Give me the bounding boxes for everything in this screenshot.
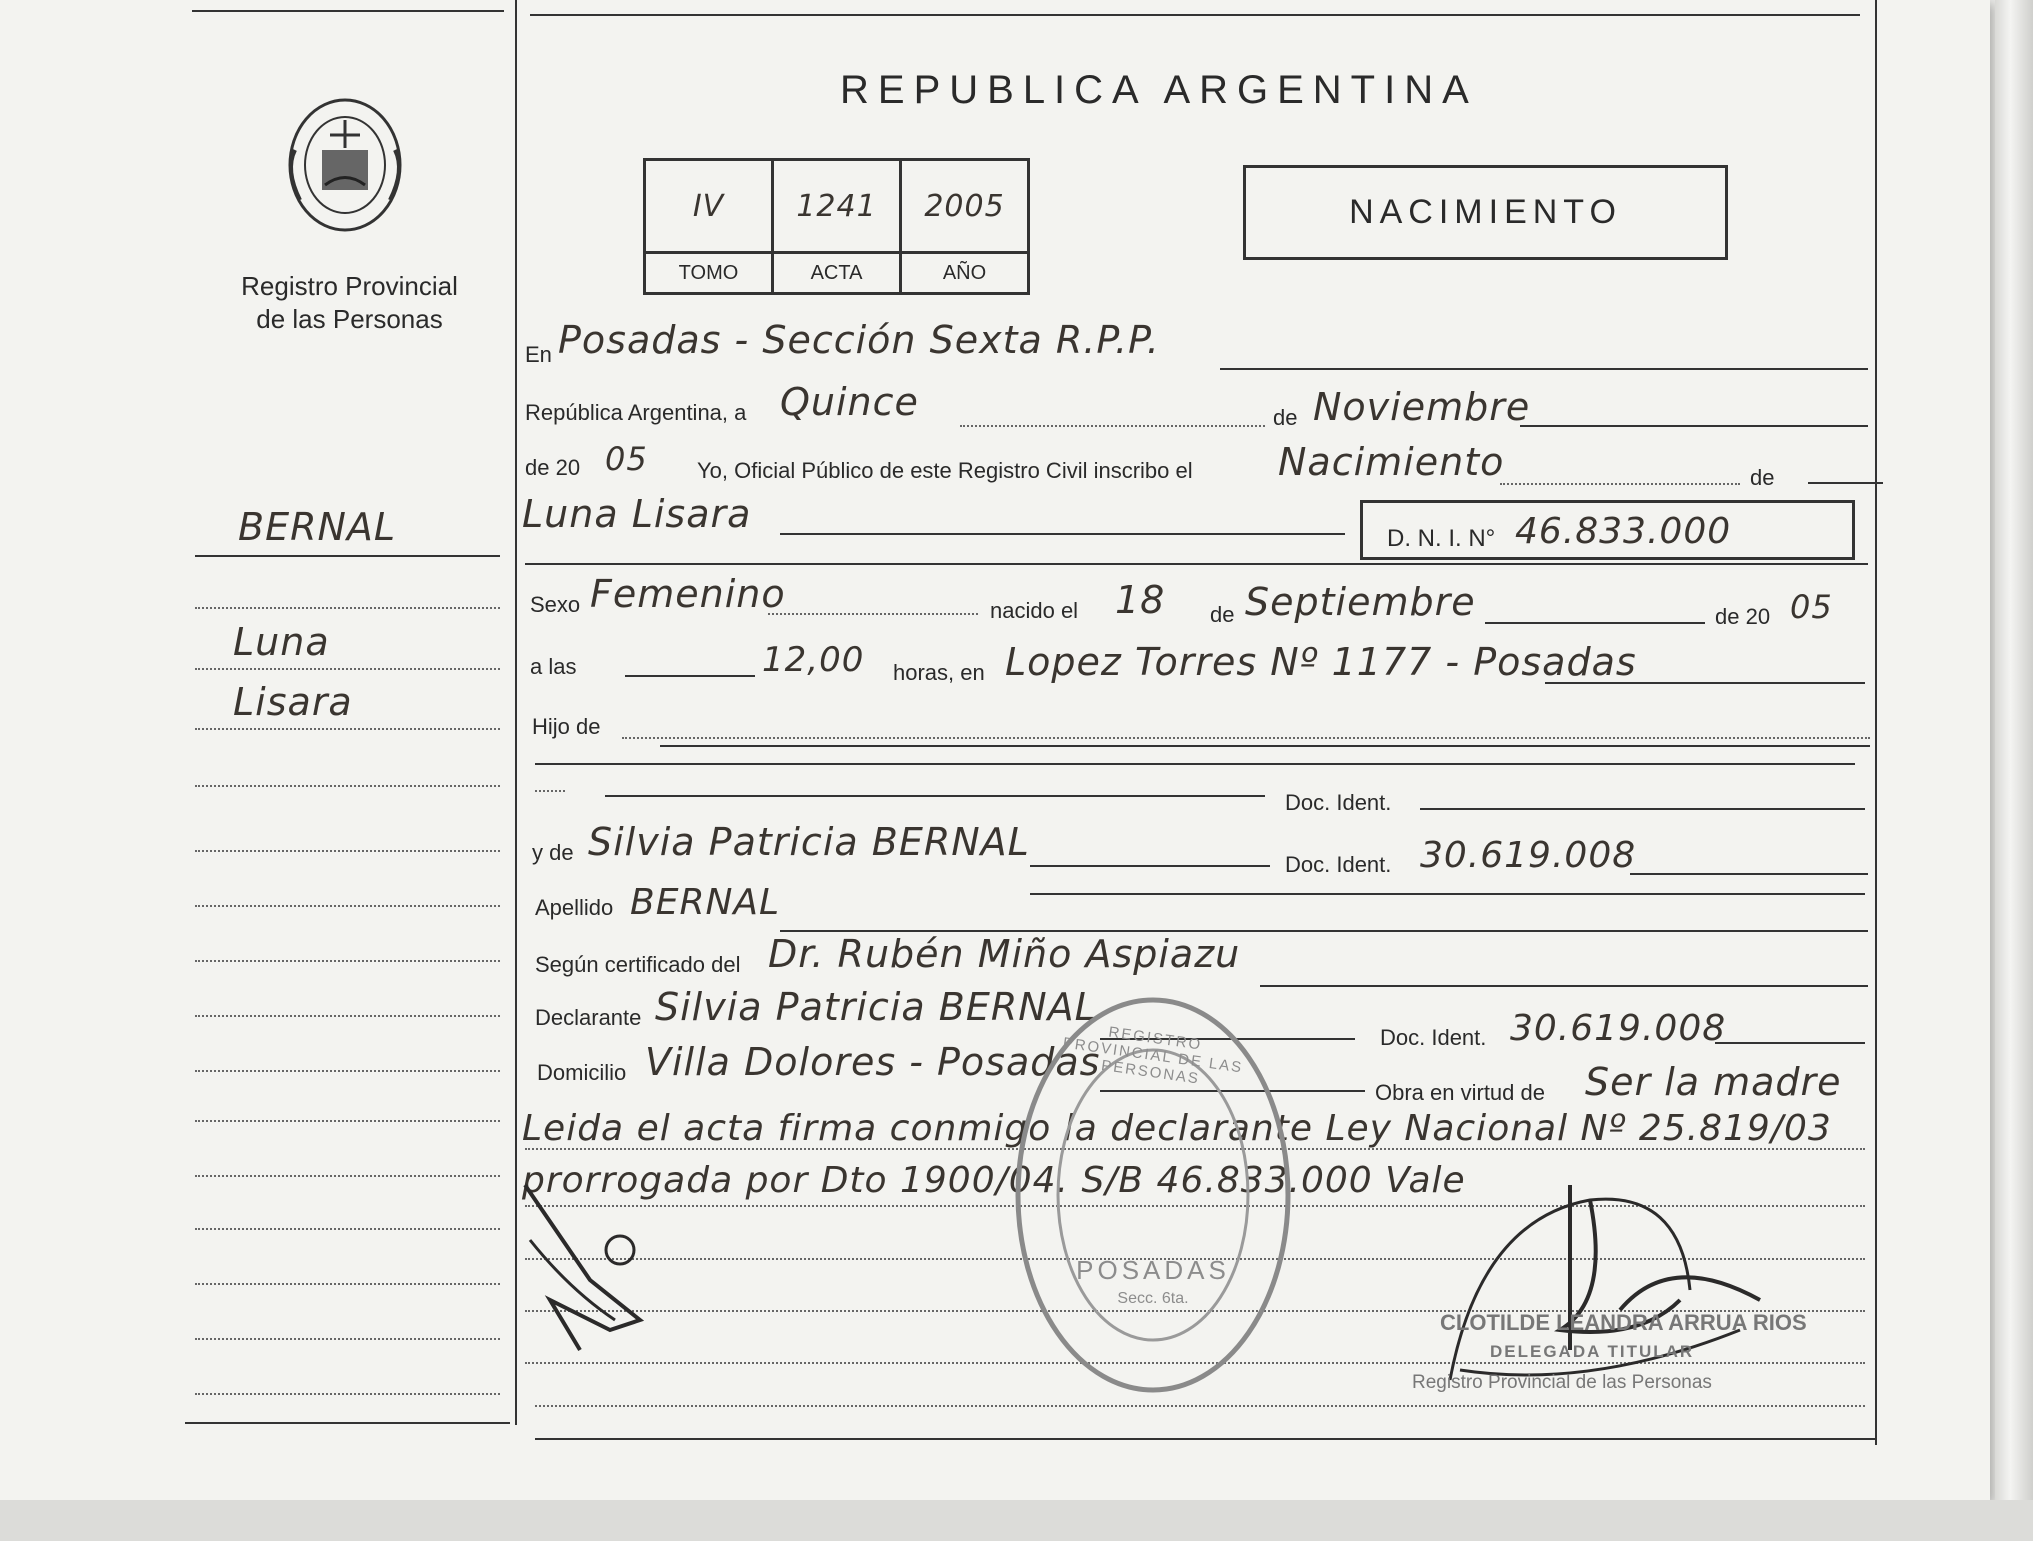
official-title: DELEGADA TITULAR	[1490, 1342, 1695, 1361]
margin-line	[195, 668, 500, 670]
margin-line	[195, 960, 500, 962]
registry-line-2: de las Personas	[256, 304, 443, 334]
day-value: Quince	[780, 380, 919, 424]
doc-ident-label-3: Doc. Ident.	[1380, 1025, 1487, 1050]
declarante-doc: 30.619.008	[1510, 1008, 1727, 1049]
margin-line	[195, 1393, 500, 1395]
official-office: Registro Provincial de las Personas	[1412, 1372, 1712, 1393]
doc-ident-label: Doc. Ident.	[1285, 790, 1392, 815]
stamp-ring-text: REGISTRO PROVINCIAL DE LAS PERSONAS	[1061, 1023, 1245, 1088]
declarant-signature-icon	[520, 1180, 660, 1360]
rule	[660, 745, 1870, 747]
margin-line	[195, 1228, 500, 1230]
margin-line	[195, 1283, 500, 1285]
year-value: 05	[605, 440, 648, 478]
margin-line	[195, 607, 500, 609]
margin-line	[195, 905, 500, 907]
rule	[768, 613, 978, 615]
dni-label: D. N. I. N°	[1387, 525, 1496, 552]
lugar-value: Lopez Torres Nº 1177 - Posadas	[1005, 640, 1637, 684]
official-name: CLOTILDE LEANDRA ARRUA RIOS	[1440, 1310, 1807, 1335]
birth-month: Septiembre	[1245, 580, 1476, 624]
de-label: de	[1273, 405, 1298, 430]
tomo-label: TOMO	[645, 253, 773, 294]
provincial-seal-icon	[280, 90, 410, 240]
margin-name-1: Luna	[233, 620, 330, 664]
top-rule-left	[192, 10, 504, 12]
rule	[960, 425, 1265, 427]
dni-box	[1360, 500, 1855, 560]
acta-value: 1241	[773, 160, 901, 253]
registry-stamp	[1008, 990, 1298, 1400]
dni-value: 46.833.000	[1515, 511, 1732, 552]
domicilio-label: Domicilio	[537, 1060, 627, 1085]
year-label: de 20	[525, 455, 581, 480]
segun-label: Según certificado del	[535, 952, 741, 977]
rule	[1485, 622, 1705, 624]
birth-year-label: de 20	[1715, 604, 1771, 629]
margin-bottom-rule	[185, 1422, 510, 1424]
madre-value: Silvia Patricia BERNAL	[588, 820, 1030, 864]
margin-line	[195, 785, 500, 787]
anio-label: AÑO	[901, 253, 1029, 294]
madre-doc: 30.619.008	[1420, 835, 1637, 876]
declarante-value: Silvia Patricia BERNAL	[655, 985, 1097, 1029]
sexo-label: Sexo	[530, 592, 581, 617]
record-type-box: NACIMIENTO	[1243, 165, 1728, 260]
domicilio-value: Villa Dolores - Posadas	[645, 1040, 1101, 1084]
republica-label: República Argentina, a	[525, 400, 747, 425]
rule	[1220, 368, 1868, 370]
top-rule-right	[530, 14, 1860, 16]
y-de-label: y de	[532, 840, 574, 865]
apellido-value: BERNAL	[630, 882, 781, 923]
margin-surname-rule	[195, 555, 500, 557]
tomo-value: IV	[645, 160, 773, 253]
rule	[1545, 682, 1865, 684]
declarante-label: Declarante	[535, 1005, 642, 1030]
en-value: Posadas - Sección Sexta R.P.P.	[558, 318, 1160, 362]
stamp-sub-text: Secc. 6ta.	[1117, 1290, 1189, 1307]
margin-name-2: Lisara	[233, 680, 353, 724]
en-label: En	[525, 342, 552, 367]
margin-line	[195, 1338, 500, 1340]
official-signature-icon	[1440, 1180, 1770, 1400]
sexo-value: Femenino	[590, 572, 786, 616]
rule	[535, 763, 1855, 765]
margin-line	[195, 1120, 500, 1122]
rule	[1030, 893, 1865, 895]
birth-day: 18	[1115, 578, 1166, 622]
margin-line	[195, 850, 500, 852]
volume-table	[643, 158, 1030, 295]
notes-line-2: prorrogada por Dto 1900/04. S/B 46.833.000 Vale	[522, 1160, 1466, 1201]
stamp-center-text: POSADAS	[1076, 1255, 1230, 1285]
rule	[605, 795, 1265, 797]
margin-line	[195, 1015, 500, 1017]
obra-value: Ser la madre	[1585, 1060, 1842, 1104]
inscribo-value: Nacimiento	[1278, 440, 1505, 484]
birth-year: 05	[1790, 588, 1833, 626]
acta-label: ACTA	[773, 253, 901, 294]
anio-value: 2005	[901, 160, 1029, 253]
rule	[622, 737, 1870, 739]
margin-surname: BERNAL	[238, 505, 397, 549]
rule	[525, 563, 1868, 565]
child-name: Luna Lisara	[522, 492, 752, 536]
rule	[1420, 808, 1865, 810]
rule	[1260, 985, 1868, 987]
inscribo-label: Yo, Oficial Público de este Registro Civil inscribo el	[697, 458, 1193, 483]
horas-en-label: horas, en	[893, 660, 985, 685]
margin-line	[195, 1175, 500, 1177]
rule	[780, 533, 1345, 535]
page-bottom-edge	[0, 1500, 2033, 1541]
nacido-label: nacido el	[990, 598, 1079, 623]
right-border	[1875, 0, 1877, 1445]
page-edge	[1995, 0, 2033, 1541]
margin-line	[195, 1070, 500, 1072]
registry-name	[222, 270, 477, 336]
medico-value: Dr. Rubén Miño Aspiazu	[768, 932, 1241, 976]
a-las-label: a las	[530, 654, 577, 679]
country-title: REPUBLICA ARGENTINA	[840, 68, 1478, 112]
hora-value: 12,00	[762, 640, 865, 680]
registry-line-1: Registro Provincial	[241, 271, 458, 301]
obra-label: Obra en virtud de	[1375, 1080, 1545, 1105]
margin-line	[195, 728, 500, 730]
notes-line-1: Leida el acta firma conmigo la declarante Ley Nacional Nº 25.819/03	[522, 1108, 1832, 1149]
de-label-3: de	[1210, 602, 1235, 627]
rule	[535, 1438, 1875, 1440]
de-label-2: de	[1750, 465, 1775, 490]
rule	[1520, 425, 1868, 427]
rule	[535, 1405, 1865, 1407]
rule	[1030, 865, 1270, 867]
rule	[1500, 483, 1740, 485]
hijo-label: Hijo de	[532, 714, 601, 739]
rule	[535, 790, 565, 792]
margin-divider	[515, 0, 517, 1425]
rule	[1808, 482, 1883, 484]
apellido-label: Apellido	[535, 895, 614, 920]
rule	[625, 675, 755, 677]
rule	[1715, 1042, 1865, 1044]
rule	[1630, 873, 1868, 875]
month-value: Noviembre	[1313, 385, 1531, 429]
doc-ident-label-2: Doc. Ident.	[1285, 852, 1392, 877]
